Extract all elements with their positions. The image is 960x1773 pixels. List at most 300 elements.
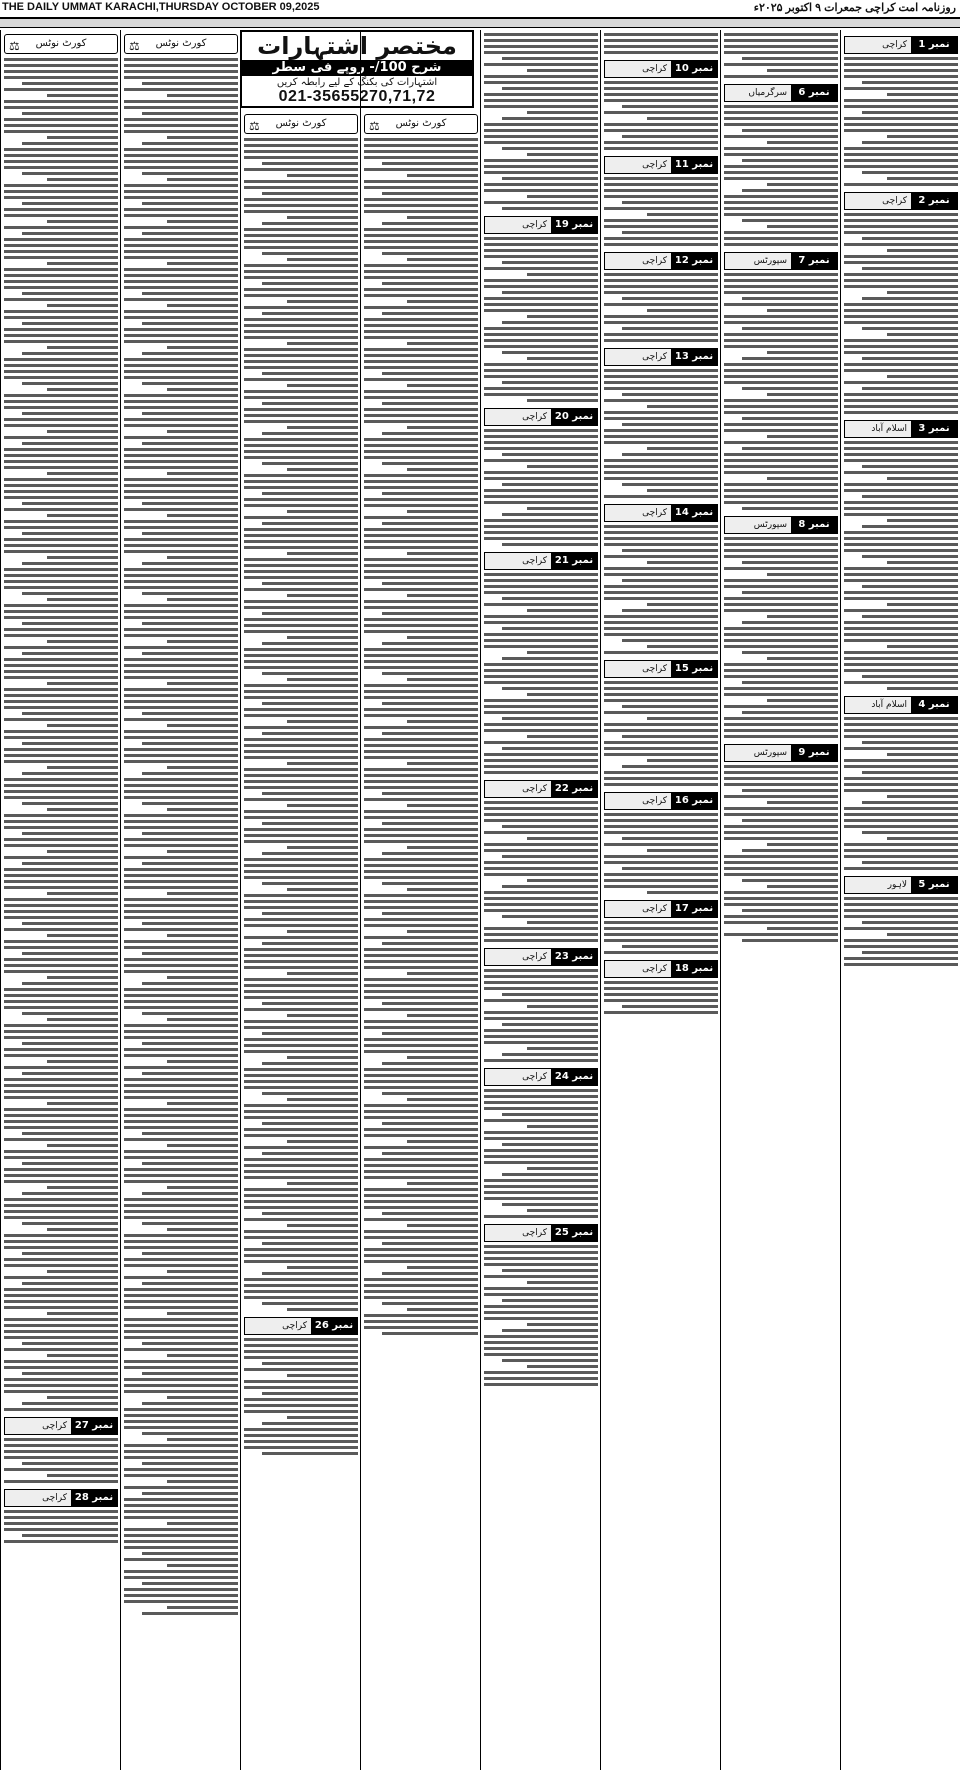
text-line [604, 399, 718, 402]
text-line [142, 112, 238, 115]
text-line [502, 177, 598, 180]
text-line [484, 1263, 598, 1266]
text-line [287, 1416, 358, 1419]
text-line [124, 1408, 238, 1411]
text-line [262, 162, 358, 165]
text-line [407, 1308, 478, 1311]
text-line [364, 1134, 478, 1137]
text-line [142, 1492, 238, 1495]
text-line [484, 435, 598, 438]
text-line [4, 1522, 118, 1525]
text-line [724, 609, 838, 612]
text-line [364, 1200, 478, 1203]
text-line [22, 1192, 118, 1195]
text-line [724, 867, 838, 870]
text-line [22, 232, 118, 235]
text-line [244, 1428, 358, 1431]
text-line [862, 141, 958, 144]
text-line [167, 640, 238, 643]
text-line [47, 808, 118, 811]
text-line [4, 658, 118, 661]
text-line [364, 204, 478, 207]
text-line [604, 177, 718, 180]
text-line [527, 693, 598, 696]
text-line [244, 504, 358, 507]
text-line [484, 975, 598, 978]
text-line [484, 579, 598, 582]
text-line [142, 142, 238, 145]
text-line [124, 1546, 238, 1549]
text-line [484, 1317, 598, 1320]
text-line [502, 1143, 598, 1146]
text-line [142, 352, 238, 355]
text-line [364, 534, 478, 537]
text-line [364, 1296, 478, 1299]
column-3 [600, 30, 721, 1770]
text-line [22, 592, 118, 595]
text-line [4, 208, 118, 211]
text-line [844, 909, 958, 912]
text-line [167, 262, 238, 265]
text-line [244, 948, 358, 951]
text-line [364, 576, 478, 579]
text-line [244, 1230, 358, 1233]
text-line [244, 684, 358, 687]
text-line [124, 1204, 238, 1207]
text-line [844, 543, 958, 546]
text-line [484, 369, 598, 372]
text-line [124, 1594, 238, 1597]
text-line [22, 112, 118, 115]
text-line [142, 442, 238, 445]
text-line [484, 387, 598, 390]
court-notice-body [1, 58, 121, 1411]
text-line [142, 922, 238, 925]
text-line [4, 1306, 118, 1309]
text-line [502, 855, 598, 858]
text-line [22, 1222, 118, 1225]
text-line [382, 942, 478, 945]
text-line [22, 382, 118, 385]
text-line [287, 846, 358, 849]
text-line [167, 808, 238, 811]
text-line [4, 664, 118, 667]
section-28-body [1, 1510, 121, 1543]
text-line [262, 372, 358, 375]
text-line [364, 1236, 478, 1239]
text-line [844, 159, 958, 162]
text-line [124, 1348, 238, 1351]
text-line [767, 927, 838, 930]
text-line [142, 1372, 238, 1375]
text-line [244, 768, 358, 771]
text-line [887, 603, 958, 606]
text-line [604, 873, 718, 876]
text-line [4, 1468, 118, 1471]
text-line [4, 868, 118, 871]
text-line [742, 219, 838, 222]
text-line [844, 507, 958, 510]
text-line [604, 627, 718, 630]
text-line [382, 1302, 478, 1305]
text-line [364, 1086, 478, 1089]
text-line [124, 340, 238, 343]
text-line [124, 688, 238, 691]
text-line [364, 1110, 478, 1113]
text-line [364, 348, 478, 351]
text-line [604, 855, 718, 858]
text-line [47, 262, 118, 265]
text-line [382, 852, 478, 855]
text-line [502, 825, 598, 828]
text-line [604, 303, 718, 306]
text-line [244, 906, 358, 909]
text-line [124, 1360, 238, 1363]
text-line [604, 381, 718, 384]
text-line [142, 322, 238, 325]
text-line [124, 196, 238, 199]
text-line [4, 130, 118, 133]
text-line [484, 519, 598, 522]
text-line [604, 387, 718, 390]
text-line [124, 226, 238, 229]
text-line [124, 1168, 238, 1171]
text-line [22, 1282, 118, 1285]
text-line [502, 207, 598, 210]
text-line [502, 747, 598, 750]
text-line [364, 558, 478, 561]
text-line [244, 360, 358, 363]
text-line [862, 495, 958, 498]
text-line [47, 94, 118, 97]
text-line [364, 870, 478, 873]
text-line [724, 441, 838, 444]
text-line [484, 633, 598, 636]
text-line [527, 111, 598, 114]
text-line [4, 688, 118, 691]
text-line [287, 426, 358, 429]
text-line [484, 1155, 598, 1158]
text-line [364, 660, 478, 663]
text-line [364, 414, 478, 417]
text-line [287, 1308, 358, 1311]
section-9-header: نمبر 9 سپورٹس [724, 744, 838, 762]
text-line [4, 1240, 118, 1243]
text-line [484, 495, 598, 498]
text-line [244, 1020, 358, 1023]
text-line [484, 801, 598, 804]
text-line [604, 711, 718, 714]
text-line [244, 960, 358, 963]
text-line [47, 1354, 118, 1357]
text-line [844, 453, 958, 456]
text-line [724, 123, 838, 126]
text-line [484, 1017, 598, 1020]
text-line [364, 198, 478, 201]
text-line [244, 576, 358, 579]
text-line [364, 858, 478, 861]
text-line [527, 609, 598, 612]
text-line [22, 172, 118, 175]
text-line [364, 390, 478, 393]
text-line [262, 1362, 358, 1365]
text-line [844, 117, 958, 120]
text-line [142, 1342, 238, 1345]
text-line [4, 616, 118, 619]
text-line [364, 1020, 478, 1023]
text-line [364, 996, 478, 999]
text-line [124, 754, 238, 757]
text-line [244, 1278, 358, 1281]
text-line [4, 1156, 118, 1159]
text-line [124, 718, 238, 721]
text-line [4, 1294, 118, 1297]
text-line [4, 544, 118, 547]
court-notice-body [121, 58, 241, 1615]
section-17-body [601, 921, 721, 954]
text-line [22, 802, 118, 805]
text-line [364, 774, 478, 777]
text-line [4, 1204, 118, 1207]
text-line [244, 1110, 358, 1113]
text-line [484, 1191, 598, 1194]
text-line [124, 844, 238, 847]
text-line [724, 729, 838, 732]
text-line [844, 285, 958, 288]
text-line [484, 99, 598, 102]
text-line [844, 897, 958, 900]
text-line [844, 621, 958, 624]
text-line [364, 1050, 478, 1053]
text-line [124, 1246, 238, 1249]
text-line [862, 615, 958, 618]
text-line [484, 159, 598, 162]
text-line [142, 532, 238, 535]
text-line [862, 357, 958, 360]
text-line [244, 294, 358, 297]
text-line [604, 687, 718, 690]
section-23-header: نمبر 23 کراچی [484, 948, 598, 966]
text-line [244, 726, 358, 729]
text-line [4, 154, 118, 157]
text-line [167, 682, 238, 685]
column-8 [0, 30, 121, 1770]
text-line [724, 381, 838, 384]
text-line [844, 303, 958, 306]
section-3-body [841, 441, 960, 690]
text-line [167, 1186, 238, 1189]
text-line [244, 1164, 358, 1167]
text-line [364, 756, 478, 759]
text-line [364, 1260, 478, 1263]
text-line [724, 639, 838, 642]
text-line [4, 1318, 118, 1321]
text-line [382, 192, 478, 195]
text-line [724, 135, 838, 138]
advert-rate: شرح 100/- روپے فی سطر [242, 60, 472, 76]
text-line [724, 237, 838, 240]
text-line [124, 1420, 238, 1423]
text-line [244, 1386, 358, 1389]
text-line [124, 1174, 238, 1177]
text-line [124, 274, 238, 277]
text-line [484, 429, 598, 432]
text-line [742, 57, 838, 60]
text-line [4, 580, 118, 583]
text-line [382, 582, 478, 585]
text-line [622, 867, 718, 870]
text-line [262, 1122, 358, 1125]
text-line [484, 1149, 598, 1152]
text-line [124, 1066, 238, 1069]
text-line [124, 580, 238, 583]
column-2-top-body [721, 33, 841, 78]
text-line [4, 376, 118, 379]
text-line [862, 267, 958, 270]
text-line [47, 1270, 118, 1273]
text-line [262, 642, 358, 645]
text-line [604, 207, 718, 210]
text-line [724, 633, 838, 636]
text-line [844, 573, 958, 576]
text-line [4, 1288, 118, 1291]
text-line [724, 201, 838, 204]
text-line [604, 279, 718, 282]
text-line [22, 142, 118, 145]
text-line [364, 810, 478, 813]
text-line [364, 714, 478, 717]
court-notice-body [361, 138, 481, 1335]
text-line [364, 708, 478, 711]
text-line [364, 924, 478, 927]
text-line [604, 543, 718, 546]
text-line [604, 81, 718, 84]
text-line [167, 178, 238, 181]
text-line [484, 831, 598, 834]
text-line [724, 285, 838, 288]
text-line [244, 456, 358, 459]
text-line [527, 315, 598, 318]
text-line [142, 802, 238, 805]
text-line [124, 1054, 238, 1057]
text-line [124, 880, 238, 883]
text-line [844, 459, 958, 462]
text-line [4, 184, 118, 187]
text-line [742, 711, 838, 714]
text-line [724, 465, 838, 468]
text-line [844, 165, 958, 168]
text-line [124, 1120, 238, 1123]
text-line [4, 244, 118, 247]
text-line [244, 240, 358, 243]
text-line [4, 340, 118, 343]
text-line [124, 1366, 238, 1369]
text-line [767, 393, 838, 396]
text-line [484, 819, 598, 822]
text-line [484, 1251, 598, 1254]
text-line [364, 498, 478, 501]
text-line [364, 1044, 478, 1047]
text-line [604, 39, 718, 42]
text-line [844, 471, 958, 474]
text-line [484, 987, 598, 990]
text-line [742, 447, 838, 450]
text-line [604, 537, 718, 540]
text-line [244, 1170, 358, 1173]
text-line [4, 790, 118, 793]
text-line [724, 783, 838, 786]
text-line [407, 1266, 478, 1269]
text-line [527, 507, 598, 510]
text-line [604, 771, 718, 774]
text-line [844, 777, 958, 780]
text-line [724, 345, 838, 348]
text-line [244, 234, 358, 237]
text-line [124, 1456, 238, 1459]
text-line [724, 459, 838, 462]
text-line [724, 933, 838, 936]
text-line [844, 345, 958, 348]
text-line [484, 849, 598, 852]
text-line [262, 1452, 358, 1455]
text-line [887, 753, 958, 756]
text-line [844, 939, 958, 942]
text-line [124, 664, 238, 667]
text-line [862, 327, 958, 330]
text-line [124, 298, 238, 301]
text-line [4, 1138, 118, 1141]
text-line [527, 651, 598, 654]
text-line [364, 1038, 478, 1041]
text-line [604, 375, 718, 378]
text-line [167, 136, 238, 139]
text-line [4, 406, 118, 409]
text-line [364, 1314, 478, 1317]
text-line [124, 364, 238, 367]
text-line [364, 570, 478, 573]
text-line [364, 684, 478, 687]
text-line [124, 868, 238, 871]
text-line [844, 351, 958, 354]
text-line [167, 1144, 238, 1147]
text-line [244, 618, 358, 621]
text-line [724, 111, 838, 114]
text-line [124, 1150, 238, 1153]
text-line [124, 118, 238, 121]
text-line [244, 894, 358, 897]
text-line [287, 972, 358, 975]
gavel-icon: ⚖ [369, 119, 380, 133]
text-line [844, 57, 958, 60]
text-line [244, 474, 358, 477]
text-line [4, 118, 118, 121]
text-line [124, 370, 238, 373]
text-line [244, 324, 358, 327]
text-line [244, 744, 358, 747]
text-line [862, 387, 958, 390]
text-line [484, 1107, 598, 1110]
text-line [4, 994, 118, 997]
text-line [244, 606, 358, 609]
text-line [484, 573, 598, 576]
advert-booking: اشتہارات کی بکنگ کے لیے رابطہ کریں [276, 77, 438, 88]
text-line [862, 921, 958, 924]
section-24-header: نمبر 24 کراچی [484, 1068, 598, 1086]
text-line [124, 1084, 238, 1087]
section-19-body [481, 237, 601, 402]
text-line [142, 202, 238, 205]
text-line [484, 1371, 598, 1374]
